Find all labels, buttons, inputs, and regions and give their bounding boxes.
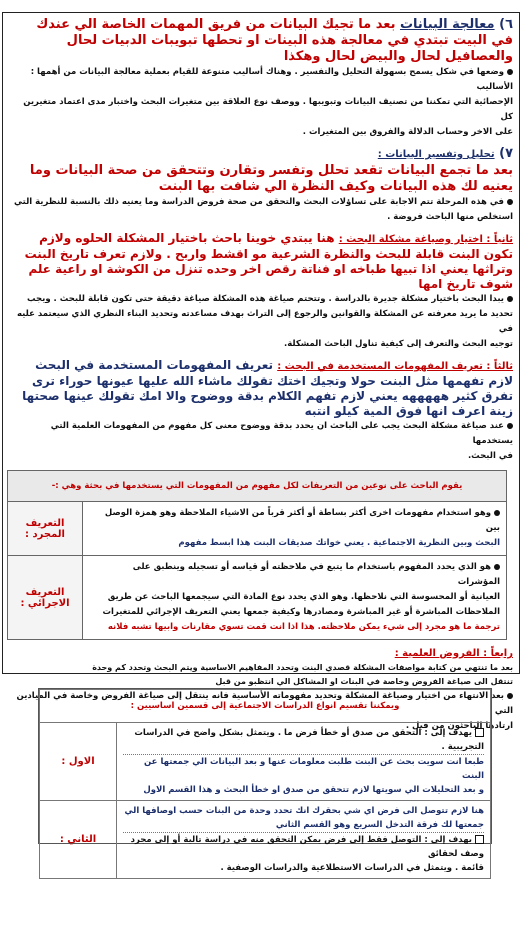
study-line: قائمة . ويتمثل في الدراسات الاستطلاعية والدراسات الوصفية . [220,863,484,873]
section-third-line: عند صياغة مشكلة البحث يجب على الباحث ان يحدد بدقة ووضوح معنى كل مفهوم من المفهومات العلمية التي يستخدمها [50,421,513,446]
bullet-icon [494,510,500,516]
section-third-label: ثالثاً : تعريف المفهومات المستخدمة في البحث : [277,361,513,372]
section-fourth-line: بعد الانتهاء من اختيار وصياغة المشكلة وتحديد مفهوماته الأساسية فانه ينتقل إلى صياغة الفروض وخاصة في الميادين التي [16,691,513,716]
section-6-line: الإحصائية التي تمكننا من تصنيف البيانات وتبويبها . ووصف نوع العلاقة بين متغيرات البحث واختبار مدى اعتماد متغيرين كل [23,97,513,122]
section-6-line: على الاخر وحساب الدلالة والفروق بين المتغيرات . [302,127,513,137]
definition-line: وهو استخدام مفهومات اخرى أكثر بساطة أو أكثر قرباً من الاشياء الملاحظة وهو همزة الوصل بين [104,508,500,533]
section-third [11,358,513,464]
section-7-intro: بعد ما تجمع البيانات تقعد تحلل وتفسر وتقارن وتتحقق من صحة البيانات وما يعنيه لك هذه البيانات وكيف النظرة الي شافت بها البنت [29,163,513,194]
bullet-icon [507,296,513,302]
section-6-intro: بعد ما تجيك البيانات من فريق المهمات الخاصة الي عندك في البيت تبتدي في معالجة هذه البينات او تحطها تبويبات الدبيات لحال والعصافيل لحال والبيض لحال وهكذا [36,17,513,64]
section-second-label: ثانياً : اختيار وصياغة مشكلة البحث : [338,234,513,245]
section-7-title: تحليل وتفسير البيانات : [377,149,495,160]
section-7 [11,146,513,225]
section-7-line: في هذه المرحلة تتم الاجابة على تساؤلات البحث والتحقق من صحة فروض الدراسة وما يعنيه ذلك بالنسبة للنظرية التي [14,197,504,207]
checkbox-square-icon [475,835,484,844]
bullet-icon [507,693,513,699]
section-third-line: في البحث. [467,451,513,461]
section-6-line: وضعها في شكل يسمح بسهولة التحليل والتفسير . وهناك أساليب متنوعة للقيام بعملية معالجة البيانات من أهمها : الأساليب [30,67,513,92]
section-fourth-label: رابعاً : الفروض العلمية : [394,648,513,659]
checkbox-square-icon [475,728,484,737]
table-row [40,723,491,801]
study-types-frame [38,688,492,873]
section-fourth-intro-line: بعد ما تنتهي من كتابة مواصفات المشكلة قصدي البنت وتحدد المفاهيم الاساسية ويتم البحث وتحدد كم وحدة [92,663,513,672]
section-6-number: ٦) [499,17,513,32]
table-row [8,556,507,640]
bullet-icon [507,69,513,75]
definition-label: التعريف المجرد : [8,502,83,556]
definitions-table-header: يقوم الباحث على نوعين من التعريفات لكل مفهوم من المفهومات التي يستخدمها في بحثة وهي :- [8,471,507,502]
bullet-icon [494,564,500,570]
definition-line: البحث وبين النظرية الاجتماعية . يعني خواتك صديقات البنت هذا ابسط مفهوم [178,538,500,548]
definition-line: العيانية أو المحسوسة التي نلاحظها. وهو الذي يحدد نوع المادة التي سيجمعها الباحث عن طريق [107,592,500,602]
table-row [8,502,507,556]
study-types-header: ويمكننا تقسيم انواع الدراسات الاجتماعية إلى قسمين اساسيين : [40,690,491,723]
section-fourth-line: ارتادها الباحثون من قبل . [405,721,513,731]
definition-line: هو الذي يحدد المفهوم باستخدام ما يتبع في ملاحظته أو قياسه أو تسجيله وينطبق على المؤشرات [132,562,500,587]
section-7-number: ٧) [499,146,513,161]
section-fourth-intro-line: تنتقل الى صياغة الفروض وخاصة في البنات او المشاكل الي انتظبو من قبل [215,677,513,686]
study-types-table [39,689,491,879]
section-second-line: يبدا البحث باختيار مشكلة جديرة بالدراسة . وتتحتم صياغة هذه المشكلة صياغة دقيقة حتى تكون قابلة للبحث . ويجب [27,294,504,304]
section-third-intro: تعريف المفهومات المستخدمة في البحث لازم تفهمها مثل البنت حولا وتجيك اختك تقولك ماشاء الله عليها عيونها حوراء ترى تفرق كثير هههههه يعني لازم تفهم الكلام بدقة ووضوح والا امك تقولك عينها صحتها زينة اعرف انها فوق المية كيلو انتبه [22,358,513,418]
study-line: هنا لازم تتوصل الى فرض اي شي بحقرك انك تحدد وحدة من البنات حسب اوصافها الي [124,806,484,816]
study-type-label: الثاني : [40,801,117,879]
bullet-icon [507,423,513,429]
section-6-title: معالجة البيانات [399,17,495,32]
table-row [40,801,491,879]
study-line: طبعا انت سويت بحث عن البنت طلبت معلومات عنها و بعد البيانات الي جمعتها عن البنت [144,757,484,781]
definition-label: التعريف الاجرائي : [8,556,83,640]
section-second [11,231,513,352]
section-6 [11,17,513,140]
definitions-table [7,470,507,640]
definition-line: الملاحظات المباشرة أو غير المباشرة ومصادرها وكيفية جمعها يعني التعريف الإجرائي للمتغيرات [102,607,500,617]
study-line: و بعد التحليلات الي سويتها لازم تتحقق من صدق او خطأ البحث و هذا القسم الاول [143,785,484,795]
bullet-icon [507,199,513,205]
definition-line: ترجمة ما هو مجرد إلى شيء يمكن ملاحظته. هذا اذا انت قمت تسوي مقارنات وابيها تشبه فلانه [107,622,500,632]
study-line: جمعتها لك فرقة التدخل السريع وهو القسم الثاني [123,818,484,833]
section-second-intro: هنا يبتدي خوينا باحث باختيار المشكلة الحلوه ولازم تكون البنت قابلة للبحث والنظرة الشرعية مو اقشط واربح . ولازم تعرف تاريخ البنت وتراثها يعني اذا تبيها طباخه او فناتة رقص اخر وحده تنزل من الكوشة او راعية علم شوف تاريخ امها [24,231,513,291]
study-line: يهدف إلى : التحقق من صدق أو خطأ فرض ما . ويتمثل بشكل واضح في الدراسات التجريبية . [134,728,484,752]
section-second-line: تحديد ما يريد معرفته عن المشكلة والقوانين والرجوع إلى التراث بهدف مساعدته وتحديد البناء النظري الذي سيعتمد عليه في [17,309,513,334]
study-type-label: الاول : [40,723,117,801]
section-second-line: توجيه البحث والتعرف إلى كيفية تناول الباحث المشكلة. [283,339,513,349]
study-line: يهدف إلى : التوصل فقط إلى فرض يمكن التحقق منه في دراسة تالية أو إلى مجرد وصف لحقائق [130,835,484,859]
section-7-line: استخلص منها الباحث فروضة . [387,212,513,222]
